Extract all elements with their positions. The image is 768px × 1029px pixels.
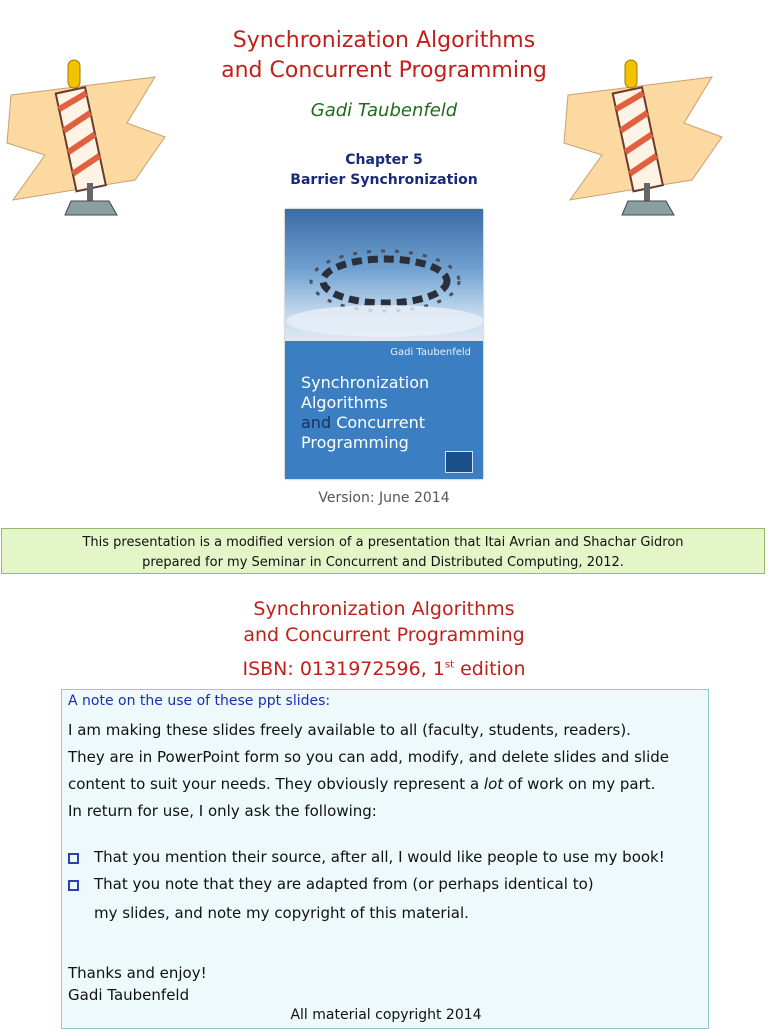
isbn-line — [0, 658, 768, 680]
modification-notice — [1, 528, 765, 574]
cover-title-line2: Algorithms — [301, 393, 388, 412]
author-name: Gadi Taubenfeld — [310, 100, 458, 121]
notice-line1: This presentation is a modified version of a presentation that Itai Avrian and Shachar Gidron — [82, 535, 684, 550]
isbn-text: ISBN: 0131972596, 1 — [242, 658, 445, 680]
checkbox-bullet-icon — [68, 880, 79, 891]
note-bullet2-continued: my slides, and note my copyright of this material. — [94, 904, 469, 922]
note-line3-emphasis: lot — [483, 775, 504, 793]
version-label: Version: June 2014 — [318, 490, 450, 506]
usage-note — [61, 689, 709, 1029]
note-heading: A note on the use of these ppt slides: — [68, 693, 331, 709]
note-bullet1: That you mention their source, after all, I would like people to use my book! — [94, 848, 665, 866]
checkbox-bullet-icon — [68, 853, 79, 864]
note-signature: Gadi Taubenfeld — [68, 986, 190, 1004]
slide-title-line2: and Concurrent Programming — [221, 58, 547, 83]
cover-title-and: and — [301, 413, 332, 432]
note-line3-end: of work on my part. — [503, 775, 656, 793]
isbn-edition: edition — [454, 658, 526, 680]
cover-title-line1: Synchronization — [301, 373, 430, 392]
note-line4: In return for use, I only ask the following: — [68, 802, 377, 820]
book-cover-image — [285, 209, 483, 479]
book-title-line1: Synchronization Algorithms — [253, 598, 515, 620]
slide-title — [0, 26, 768, 86]
slide-title-line1: Synchronization Algorithms — [232, 28, 536, 53]
skydivers-photo — [285, 209, 483, 341]
publisher-logo — [445, 451, 473, 473]
cover-title-line4: Programming — [301, 433, 409, 452]
copyright-line: All material copyright 2014 — [290, 1007, 482, 1023]
note-line3 — [68, 775, 655, 793]
cover-author: Gadi Taubenfeld — [390, 347, 471, 358]
notice-line2: prepared for my Seminar in Concurrent and Distributed Computing, 2012. — [142, 555, 624, 570]
note-line2: They are in PowerPoint form so you can add, modify, and delete slides and slide — [68, 748, 669, 766]
note-thanks: Thanks and enjoy! — [68, 964, 207, 982]
note-bullet2: That you note that they are adapted from (or perhaps identical to) — [94, 875, 594, 893]
book-title — [0, 596, 768, 648]
note-line1: I am making these slides freely available to all (faculty, students, readers). — [68, 721, 631, 739]
chapter-name: Barrier Synchronization — [290, 172, 478, 188]
cover-title — [301, 373, 429, 453]
cover-title-line3: Concurrent — [336, 413, 426, 432]
skydivers-formation-illustration — [285, 209, 483, 341]
chapter-number: Chapter 5 — [345, 152, 423, 168]
chapter-heading — [0, 150, 768, 190]
isbn-edition-superscript: st — [444, 659, 455, 671]
book-title-line2: and Concurrent Programming — [243, 624, 525, 646]
note-line3-start: content to suit your needs. They obviously represent a — [68, 775, 484, 793]
